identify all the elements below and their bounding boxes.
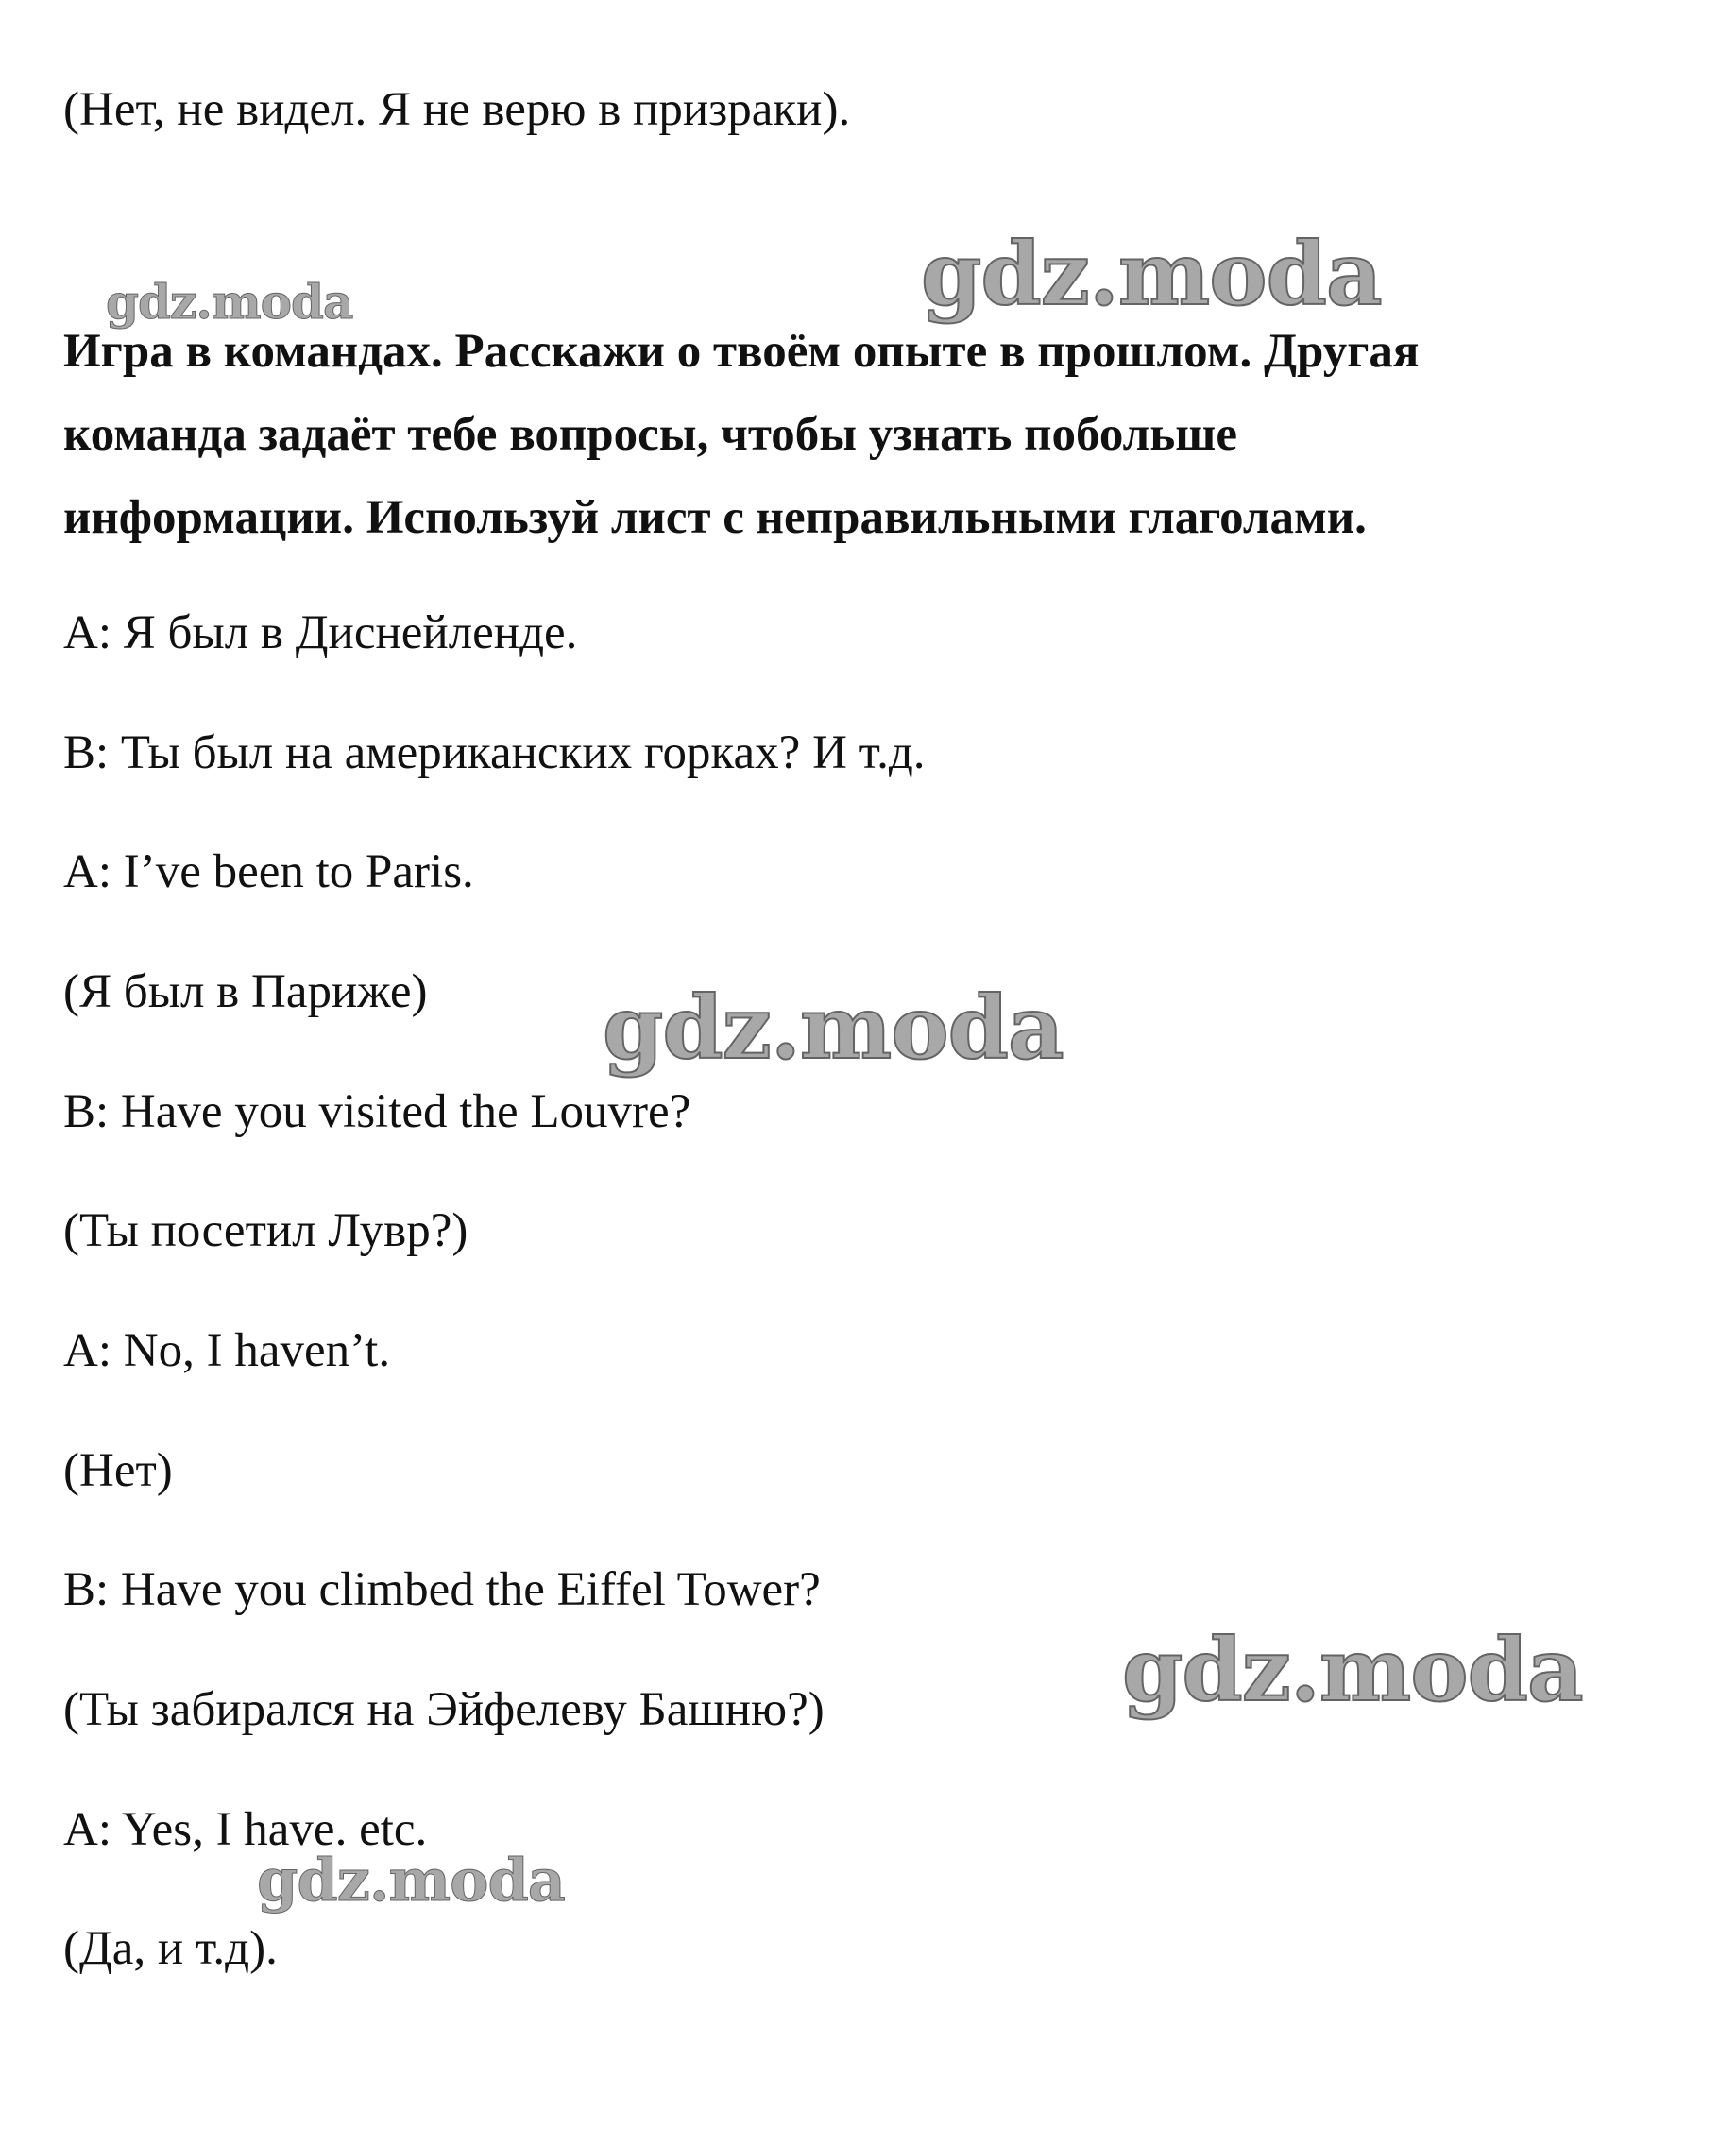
text-line-3: B: Ты был на американских горках? И т.д. <box>63 726 926 779</box>
watermark-logo-4: gdz.moda <box>1122 1619 1583 1721</box>
text-line-5: (Я был в Париже) <box>63 965 428 1018</box>
watermark-logo-1: gdz.moda <box>106 274 353 330</box>
task-line-2: команда задаёт тебе вопросы, чтобы узнать побольше <box>63 408 1237 461</box>
text-line-1: (Нет, не видел. Я не верю в призраки). <box>63 83 851 136</box>
watermark-logo-2: gdz.moda <box>921 223 1382 325</box>
watermark-logo-5: gdz.moda <box>257 1846 565 1915</box>
text-line-7: (Ты посетил Лувр?) <box>63 1204 468 1257</box>
text-line-9: (Нет) <box>63 1444 173 1497</box>
text-line-8: A: No, I haven’t. <box>63 1324 391 1377</box>
text-line-10: B: Have you climbed the Eiffel Tower? <box>63 1563 821 1616</box>
task-line-3: информации. Используй лист с неправильными глаголами. <box>63 491 1367 544</box>
text-line-2: A: Я был в Диснейленде. <box>63 606 578 659</box>
task-line-1: Игра в командах. Расскажи о твоём опыте в прошлом. Другая <box>63 325 1420 378</box>
text-line-4: A: I’ve been to Paris. <box>63 845 474 898</box>
text-line-11: (Ты забирался на Эйфелеву Башню?) <box>63 1683 825 1736</box>
watermark-logo-3: gdz.moda <box>603 977 1064 1079</box>
text-line-12: A: Yes, I have. etc. <box>63 1803 428 1856</box>
text-line-6: B: Have you visited the Louvre? <box>63 1085 691 1138</box>
task-instruction <box>63 310 1688 559</box>
text-line-13: (Да, и т.д). <box>63 1922 278 1975</box>
